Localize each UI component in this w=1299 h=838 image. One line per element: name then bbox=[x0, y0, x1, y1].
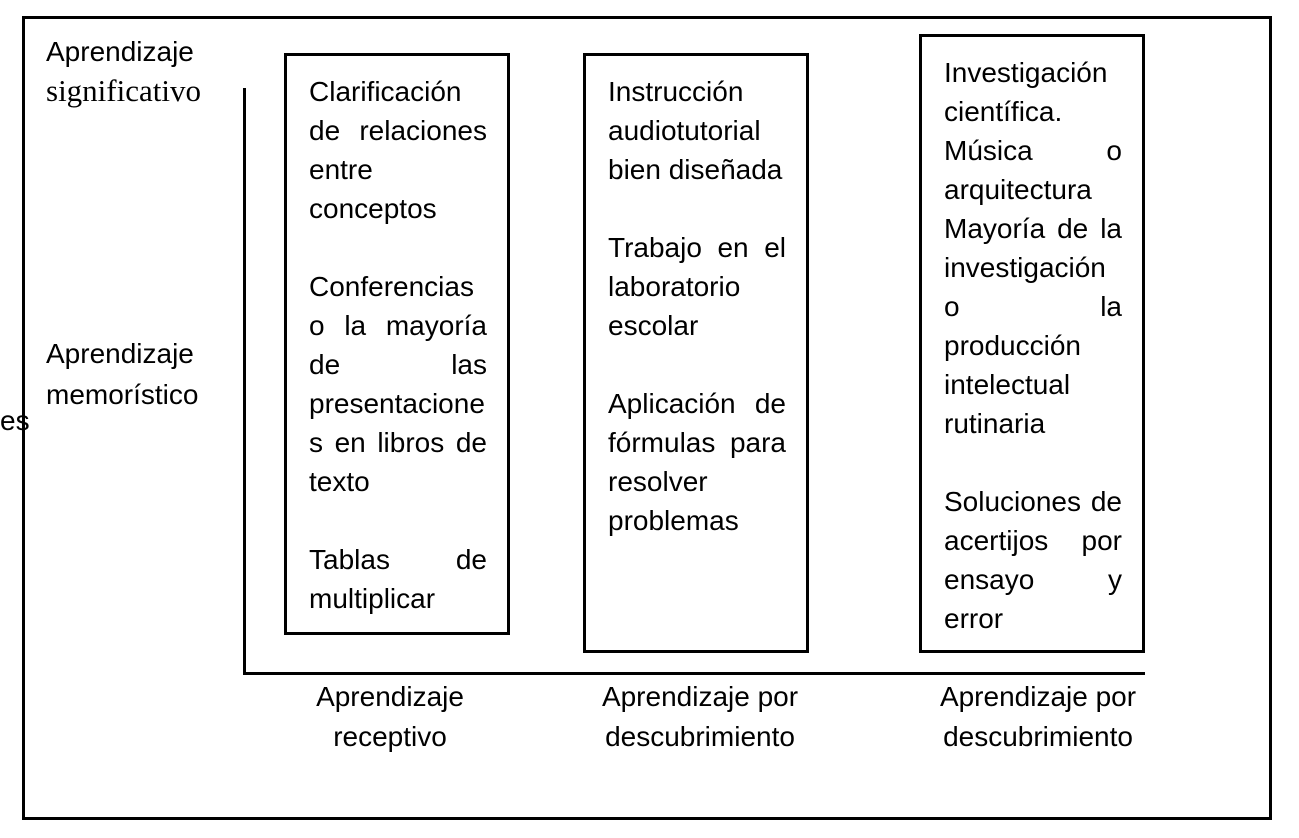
box-item: Conferencias o la mayoría de las presentacione s en libros de texto bbox=[309, 271, 487, 497]
box-receptivo bbox=[284, 53, 510, 635]
box-item: Clarificación de relaciones entre conceptos bbox=[309, 76, 487, 224]
box-item: Trabajo en el laboratorio escolar bbox=[608, 232, 786, 341]
x-label-line: descubrimiento bbox=[605, 721, 795, 752]
box-descubrimiento-guiado bbox=[583, 53, 809, 653]
x-label-line: Aprendizaje por bbox=[939, 681, 1137, 712]
y-label-significativo bbox=[46, 32, 201, 114]
x-label-line: descubrimiento bbox=[943, 721, 1133, 752]
box-item: Música o arquitectura bbox=[944, 135, 1122, 205]
cut-off-text: es bbox=[0, 405, 30, 436]
box-item: Investigación científica. bbox=[944, 57, 1108, 127]
y-label-line: significativo bbox=[46, 72, 201, 108]
y-axis-line bbox=[243, 88, 246, 675]
box-item: Tablas de multiplicar bbox=[309, 544, 487, 614]
x-axis-line bbox=[243, 672, 1145, 675]
box-descubrimiento-autonomo bbox=[919, 34, 1145, 653]
x-label-descubrimiento-2 bbox=[918, 677, 1158, 757]
y-label-line: memorístico bbox=[46, 378, 199, 410]
y-label-line: Aprendizaje bbox=[46, 36, 194, 67]
box-item: Instrucción audiotutorial bien diseñada bbox=[608, 76, 783, 185]
box-item: Soluciones de acertijos por ensayo y error bbox=[944, 486, 1122, 634]
box-item: Mayoría de la investigación o la producción intelectual rutinaria bbox=[944, 213, 1122, 439]
x-label-line: receptivo bbox=[333, 721, 447, 752]
x-label-receptivo bbox=[290, 677, 490, 757]
x-label-descubrimiento-1 bbox=[580, 677, 820, 757]
y-label-line: Aprendizaje bbox=[46, 338, 194, 369]
box-item: Aplicación de fórmulas para resolver problemas bbox=[608, 388, 786, 536]
x-label-line: Aprendizaje bbox=[316, 681, 464, 712]
x-label-line: Aprendizaje por bbox=[601, 681, 799, 712]
y-label-memoristico bbox=[46, 334, 198, 415]
